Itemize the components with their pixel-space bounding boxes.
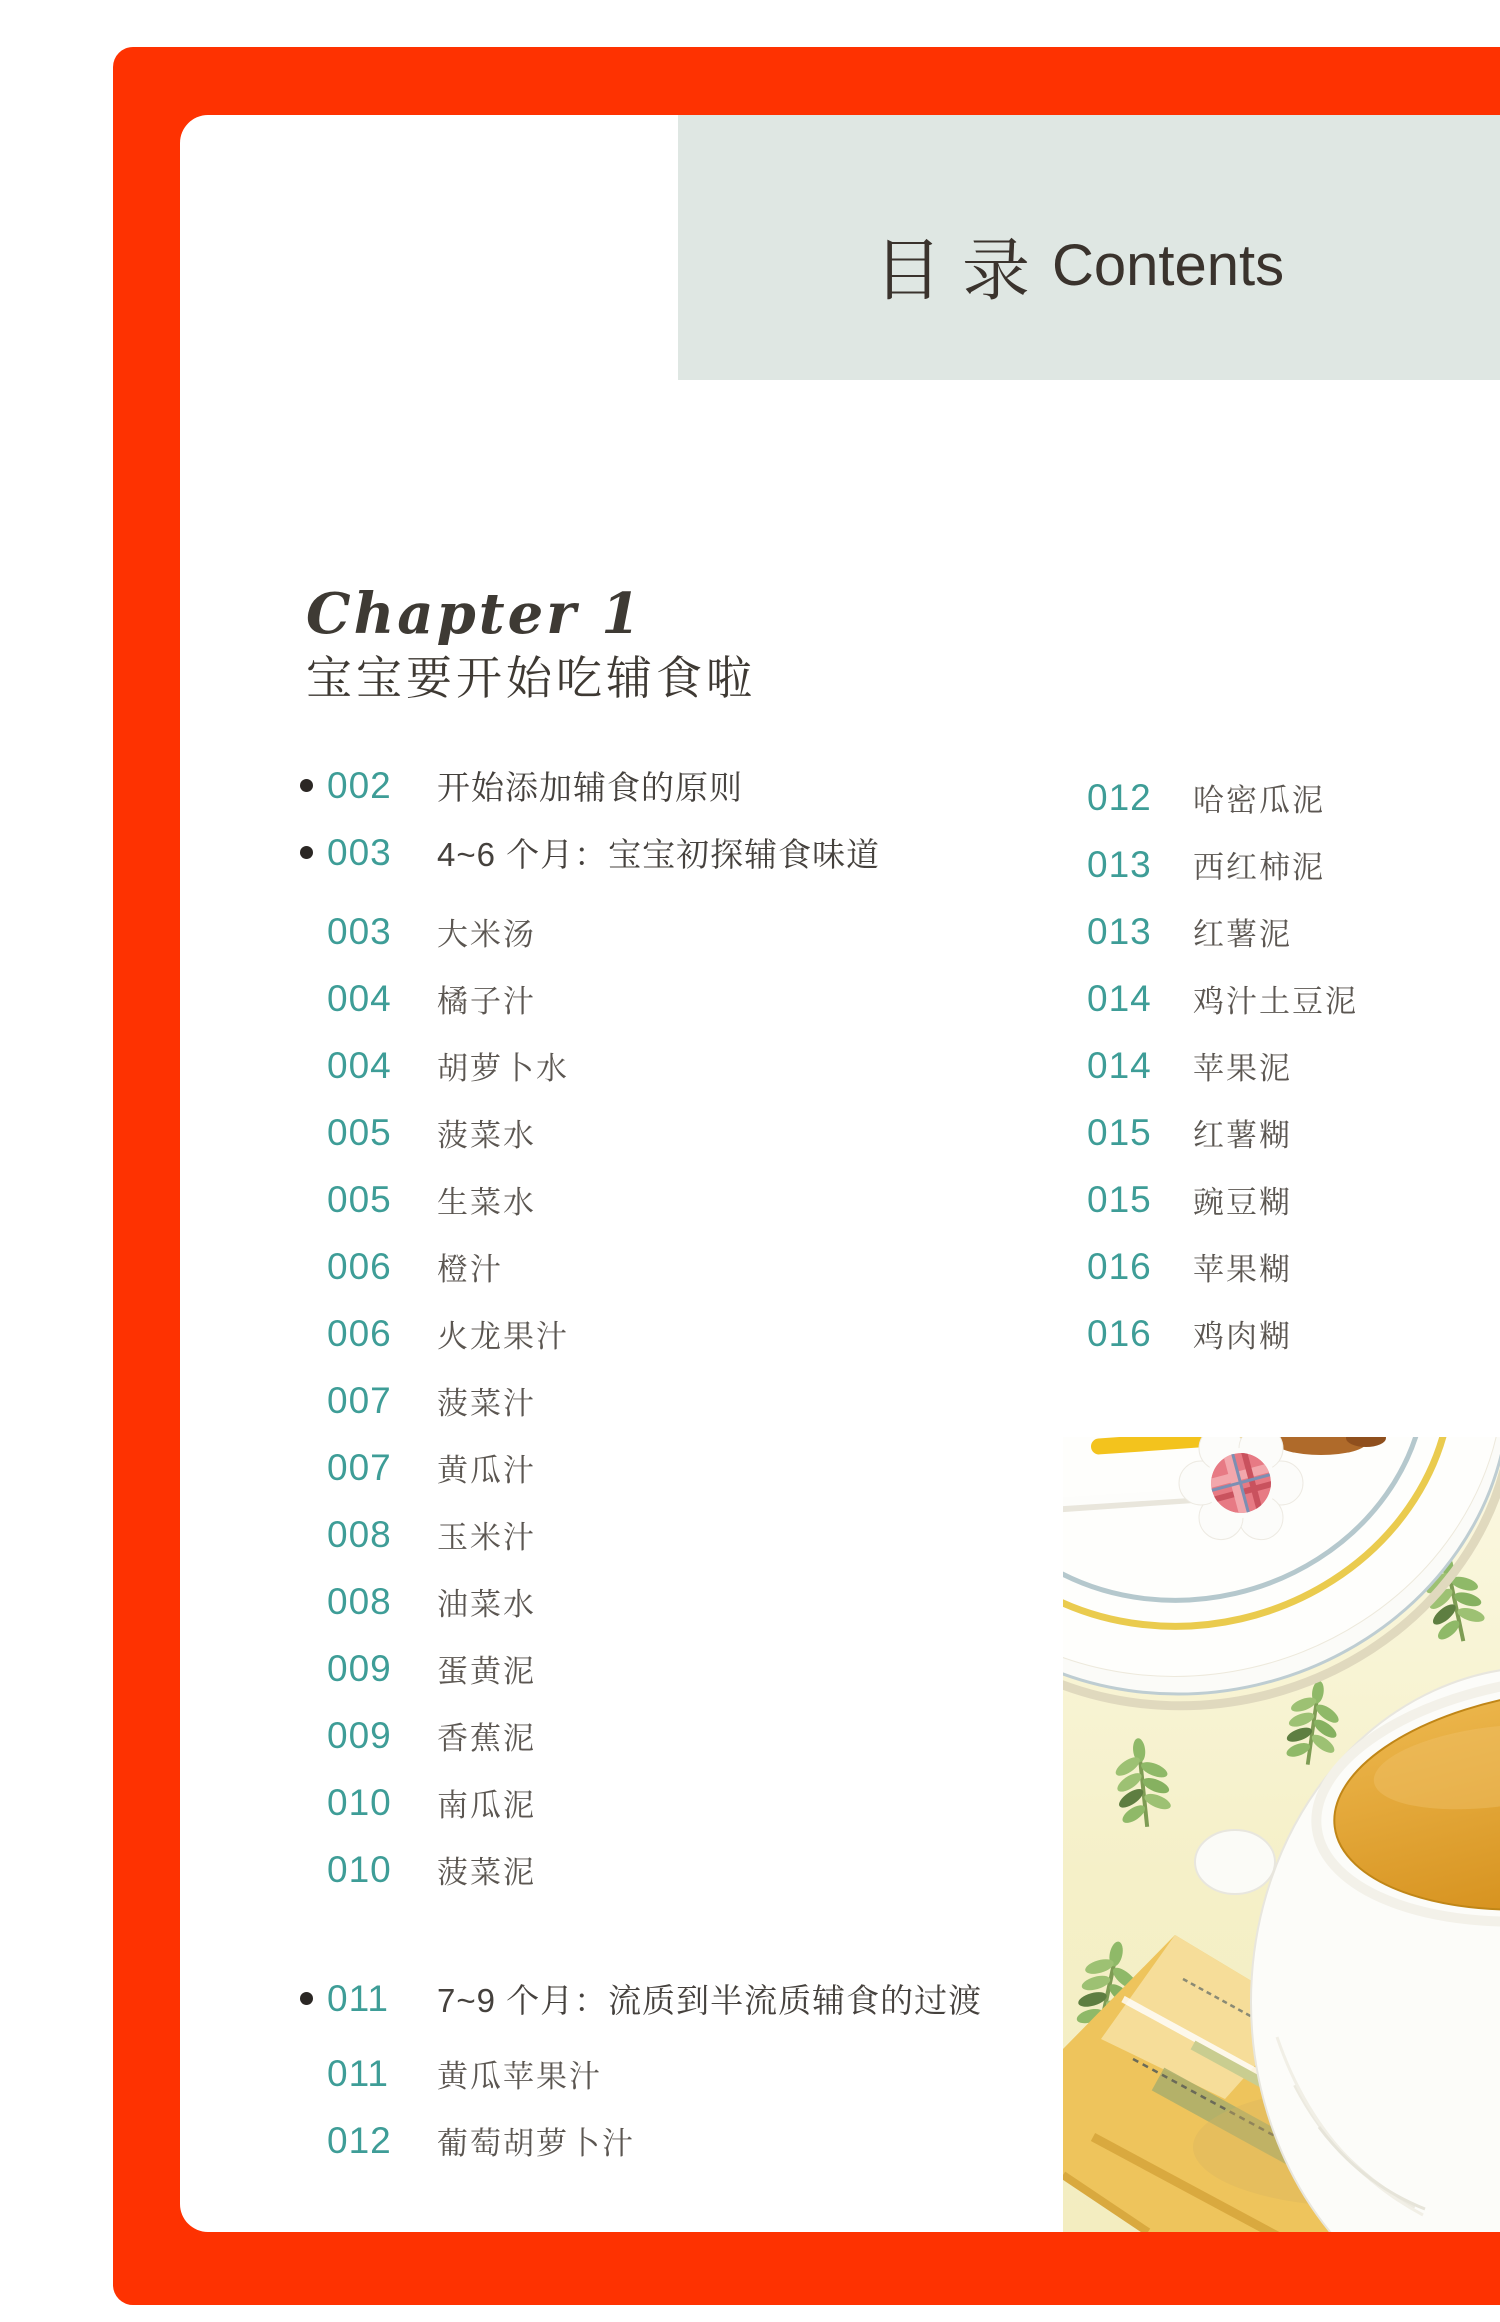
toc-entry-title: 橘子汁 [437, 984, 536, 1019]
toc-page-number: 006 [327, 1312, 392, 1354]
toc-entry [1060, 764, 1500, 831]
toc-entry [300, 819, 1062, 886]
toc-page-number: 012 [1087, 776, 1152, 818]
toc-group-featured [300, 752, 1062, 886]
toc-entry [300, 1501, 1062, 1568]
toc-entry-title: 7~9 个月：流质到半流质辅食的过渡 [437, 1982, 983, 2019]
toc-entry [1060, 1233, 1500, 1300]
food-photo-illustration [1063, 1437, 1500, 2232]
toc-entry-title: 苹果糊 [1193, 1252, 1292, 1287]
toc-entry-title: 开始添加辅食的原则 [437, 769, 743, 806]
chapter-number: Chapter 1 [306, 581, 644, 647]
toc-entry-title: 南瓜泥 [437, 1788, 536, 1823]
toc-entry-title: 豌豆糊 [1193, 1185, 1292, 1220]
toc-entry-title: 菠菜汁 [437, 1386, 536, 1421]
toc-entry-title: 香蕉泥 [437, 1721, 536, 1756]
toc-page-number: 006 [327, 1245, 392, 1287]
toc-page-number: 013 [1087, 910, 1152, 952]
toc-page-number: 004 [327, 977, 392, 1019]
toc-entry [300, 1965, 1062, 2032]
toc-page-number: 015 [1087, 1178, 1152, 1220]
toc-page-number: 012 [327, 2119, 392, 2161]
toc-entry [300, 1166, 1062, 1233]
toc-entry-title: 火龙果汁 [437, 1319, 569, 1354]
toc-column-left [300, 752, 1062, 2174]
contents-title-en: Contents [1052, 233, 1285, 298]
toc-page-number: 008 [327, 1513, 392, 1555]
toc-page-number: 005 [327, 1178, 392, 1220]
toc-entry [1060, 1166, 1500, 1233]
toc-page-number: 008 [327, 1580, 392, 1622]
contents-title-zh: 目录 [874, 233, 1051, 309]
toc-page-number: 013 [1087, 843, 1152, 885]
toc-page-number: 007 [327, 1446, 392, 1488]
toc-entry-title: 鸡肉糊 [1193, 1319, 1292, 1354]
toc-entry-title: 油菜水 [437, 1587, 536, 1622]
toc-page-number: 010 [327, 1781, 392, 1823]
toc-entry-title: 4~6 个月：宝宝初探辅食味道 [437, 836, 881, 873]
toc-entry [300, 1300, 1062, 1367]
toc-entry-title: 玉米汁 [437, 1520, 536, 1555]
toc-page-number: 002 [327, 764, 392, 806]
toc-group-items [1060, 764, 1500, 1367]
toc-entry [300, 1434, 1062, 1501]
toc-entry-title: 红薯糊 [1193, 1118, 1292, 1153]
toc-page-number: 015 [1087, 1111, 1152, 1153]
chapter-title: 宝宝要开始吃辅食啦 [306, 652, 756, 704]
toc-entry-title: 菠菜泥 [437, 1855, 536, 1890]
toc-page-number: 003 [327, 910, 392, 952]
toc-entry-title: 菠菜水 [437, 1118, 536, 1153]
toc-entry-title: 葡萄胡萝卜汁 [437, 2126, 635, 2161]
bullet-icon [300, 779, 327, 792]
toc-group-items [300, 898, 1062, 1903]
content-page [180, 115, 1500, 2232]
toc-page-number: 011 [327, 1977, 389, 2019]
toc-entry [1060, 1032, 1500, 1099]
toc-page-number: 004 [327, 1044, 392, 1086]
toc-group-items [300, 2040, 1062, 2174]
toc-entry [1060, 1099, 1500, 1166]
toc-group-featured [300, 1965, 1062, 2032]
bullet-icon [300, 846, 327, 859]
toc-page-number: 016 [1087, 1245, 1152, 1287]
toc-page-number: 005 [327, 1111, 392, 1153]
toc-entry-title: 黄瓜苹果汁 [437, 2059, 602, 2094]
toc-page-number: 011 [327, 2052, 389, 2094]
toc-entry-title: 黄瓜汁 [437, 1453, 536, 1488]
toc-entry [1060, 831, 1500, 898]
toc-page-number: 007 [327, 1379, 392, 1421]
toc-entry [300, 1367, 1062, 1434]
toc-entry [300, 1836, 1062, 1903]
toc-entry [300, 1233, 1062, 1300]
toc-entry-title: 蛋黄泥 [437, 1654, 536, 1689]
toc-entry [1060, 965, 1500, 1032]
toc-entry-title: 胡萝卜水 [437, 1051, 569, 1086]
toc-page-number: 014 [1087, 977, 1152, 1019]
contents-header [678, 115, 1500, 380]
toc-page-number: 014 [1087, 1044, 1152, 1086]
toc-column-right [1060, 764, 1500, 1367]
toc-entry [300, 965, 1062, 1032]
toc-page-number: 009 [327, 1647, 392, 1689]
food-photo [1063, 1437, 1500, 2232]
bowl-handle [1195, 1830, 1275, 1894]
toc-entry-title: 哈密瓜泥 [1193, 783, 1325, 818]
toc-entry-title: 生菜水 [437, 1185, 536, 1220]
toc-page-number: 016 [1087, 1312, 1152, 1354]
toc-entry [300, 1099, 1062, 1166]
toc-entry [300, 898, 1062, 965]
toc-page-number: 009 [327, 1714, 392, 1756]
toc-entry [300, 1032, 1062, 1099]
toc-entry [1060, 1300, 1500, 1367]
toc-entry-title: 大米汤 [437, 917, 536, 952]
toc-entry-title: 西红柿泥 [1193, 850, 1325, 885]
toc-page-number: 003 [327, 831, 392, 873]
bullet-icon [300, 1992, 327, 2005]
toc-entry [300, 1702, 1062, 1769]
toc-entry-title: 橙汁 [437, 1252, 503, 1287]
toc-entry-title: 鸡汁土豆泥 [1193, 984, 1358, 1019]
toc-entry [1060, 898, 1500, 965]
toc-entry-title: 苹果泥 [1193, 1051, 1292, 1086]
chapter-heading [306, 583, 756, 703]
toc-entry [300, 1769, 1062, 1836]
toc-entry [300, 1568, 1062, 1635]
toc-entry [300, 2040, 1062, 2107]
toc-entry-title: 红薯泥 [1193, 917, 1292, 952]
toc-page-number: 010 [327, 1848, 392, 1890]
toc-entry [300, 2107, 1062, 2174]
toc-entry [300, 1635, 1062, 1702]
toc-entry [300, 752, 1062, 819]
